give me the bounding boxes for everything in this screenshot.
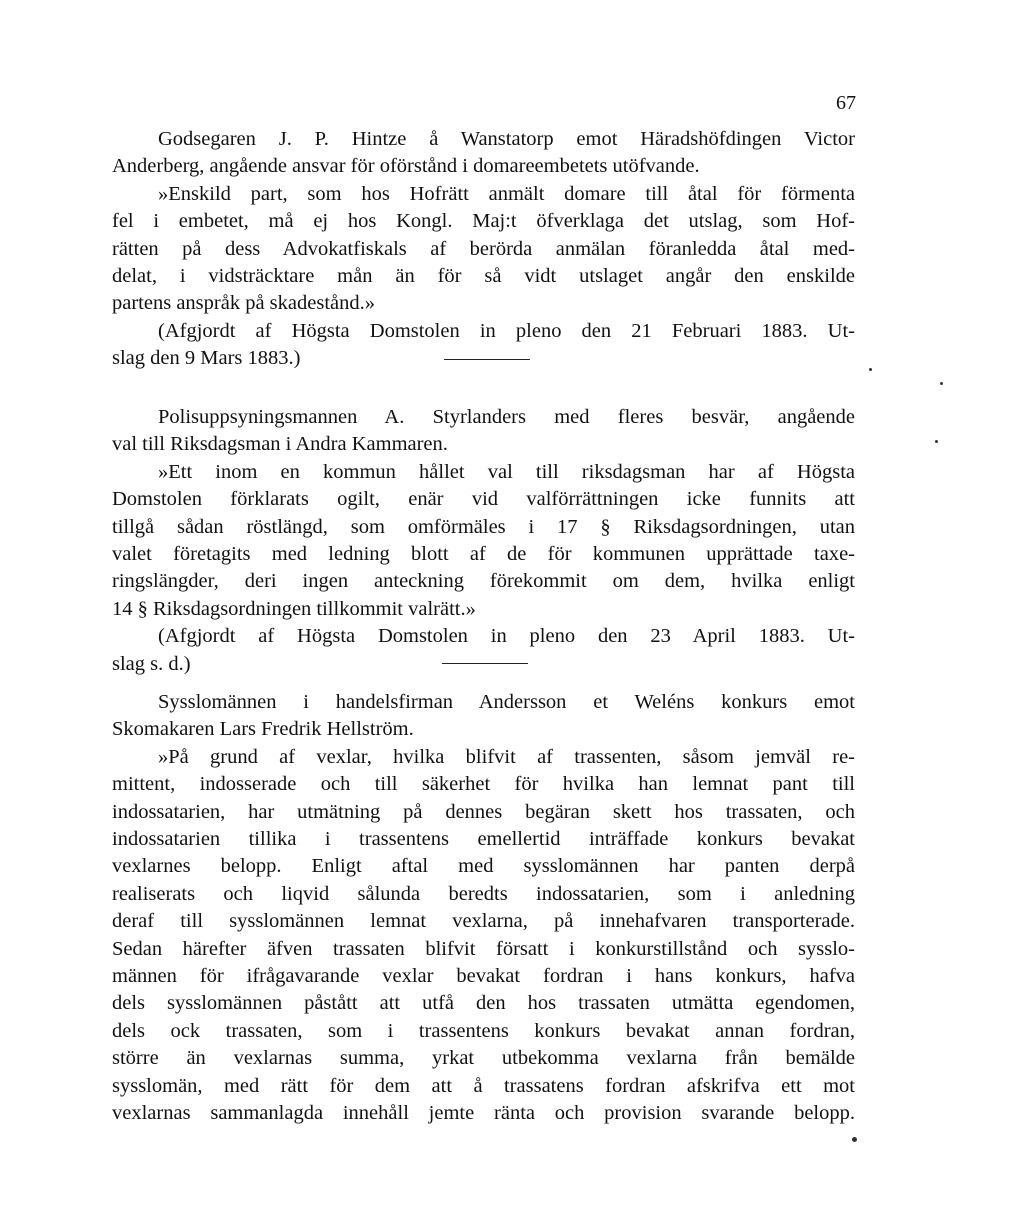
case-3-ruling-line: indossatarien tillika i trassentens emellertid inträffade konkurs bevakat xyxy=(112,828,855,851)
case-3-ruling-line: dels ock trassaten, som i trassentens konkurs bevakat annan fordran, xyxy=(112,1019,855,1042)
case-2-title-line: val till Riksdagsman i Andra Kammaren. xyxy=(112,433,448,456)
case-3-title-line: Sysslomännen i handelsfirman Andersson et Weléns konkurs emot xyxy=(158,691,855,713)
scan-speck xyxy=(940,382,943,385)
case-3-ruling-line: deraf till sysslomännen lemnat vexlarna, på innehafvaren transporterade. xyxy=(112,910,855,933)
case-2 xyxy=(112,404,855,678)
case-3-ruling-line: Sedan härefter äfven trassaten blifvit försatt i konkurstillstånd och sysslo- xyxy=(112,937,855,960)
case-3-ruling-line: dels sysslomännen påstått att utfå den hos trassaten utmätta egendomen, xyxy=(112,992,855,1015)
case-3-ruling-line: »På grund af vexlar, hvilka blifvit af trassenten, såsom jemväl re- xyxy=(158,745,855,768)
case-3-ruling-line: vexlarnas sammanlagda innehåll jemte ränta och provision svarande belopp. xyxy=(112,1102,855,1125)
case-3-title-line: Skomakaren Lars Fredrik Hellström. xyxy=(112,718,414,741)
case-3-ruling-line: mittent, indosserade och till säkerhet för hvilka han lemnat pant till xyxy=(112,773,855,796)
case-3-ruling-line: realiserats och liqvid sålunda beredts indossatarien, som i anledning xyxy=(112,882,855,905)
section-divider xyxy=(444,359,530,360)
case-2-ruling-line: »Ett inom en kommun hållet val till riksdagsman har af Högsta xyxy=(158,460,855,483)
case-2-decision-line: (Afgjordt af Högsta Domstolen in pleno den 23 April 1883. Ut- xyxy=(158,625,855,648)
case-2-ruling-line: ringslängder, deri ingen anteckning förekommit om dem, hvilka enligt xyxy=(112,570,855,593)
section-divider xyxy=(442,663,528,664)
scan-speck xyxy=(869,368,872,371)
scan-speck xyxy=(852,1137,857,1142)
case-2-decision-line: slag s. d.) xyxy=(112,652,191,675)
page-number: 67 xyxy=(836,92,856,114)
case-1-title-line: Anderberg, angående ansvar för oförstånd i domareembetets utöfvande. xyxy=(112,155,700,178)
case-1-decision-line: (Afgjordt af Högsta Domstolen in pleno den 21 Februari 1883. Ut- xyxy=(158,319,855,342)
case-1-ruling-line: »Enskild part, som hos Hofrätt anmält domare till åtal för förmenta xyxy=(158,182,855,205)
case-1-title-line: Godsegaren J. P. Hintze å Wanstatorp emot Häradshöfdingen Victor xyxy=(158,128,855,150)
case-1-ruling-line: rätten på dess Advokatfiskals af berörda anmälan föranledda åtal med- xyxy=(112,237,855,260)
case-1-ruling-line: delat, i vidsträcktare mån än för så vidt utslaget angår den enskilde xyxy=(112,265,855,288)
case-1 xyxy=(112,126,855,373)
case-3-ruling-line: indossatarien, har utmätning på dennes begäran skett hos trassaten, och xyxy=(112,800,855,823)
case-2-title-line: Polisuppsyningsmannen A. Styrlanders med fleres besvär, angående xyxy=(158,406,855,428)
case-3-ruling-line: männen för ifrågavarande vexlar bevakat fordran i hans konkurs, hafva xyxy=(112,965,855,988)
case-3-ruling-line: sysslomän, med rätt för dem att å trassatens fordran afskrifva ett mot xyxy=(112,1074,855,1097)
case-1-ruling-line: fel i embetet, må ej hos Kongl. Maj:t öfverklaga det utslag, som Hof- xyxy=(112,210,855,233)
case-2-ruling-line: Domstolen förklarats ogilt, enär vid valförrättningen icke funnits att xyxy=(112,488,855,511)
case-3-ruling-line: större än vexlarnas summa, yrkat utbekomma vexlarna från bemälde xyxy=(112,1047,855,1070)
case-2-ruling-line: tillgå sådan röstlängd, som omförmäles i 17 § Riksdagsordningen, utan xyxy=(112,515,855,538)
scan-speck xyxy=(935,440,938,443)
case-1-ruling-line: partens anspråk på skadestånd.» xyxy=(112,292,375,315)
case-1-decision-line: slag den 9 Mars 1883.) xyxy=(112,347,301,370)
case-3-ruling-line: vexlarnes belopp. Enligt aftal med sysslomännen har panten derpå xyxy=(112,855,855,878)
case-3 xyxy=(112,689,855,1128)
case-2-ruling-line: 14 § Riksdagsordningen tillkommit valrätt.» xyxy=(112,597,476,620)
case-2-ruling-line: valet företagits med ledning blott af de för kommunen upprättade taxe- xyxy=(112,543,855,566)
